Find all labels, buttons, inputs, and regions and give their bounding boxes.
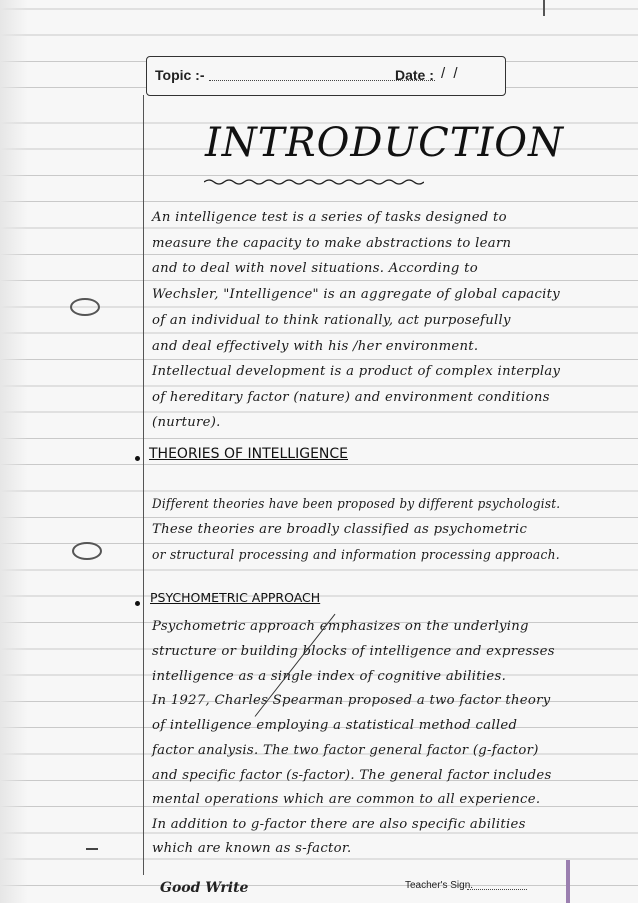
psychometric-line: factor analysis. The two factor general factor (g-factor)	[152, 743, 539, 758]
margin-dash	[86, 848, 98, 850]
corner-mark	[543, 0, 545, 16]
theories-line: or structural processing and information processing approach.	[152, 548, 560, 563]
teacher-sign-line	[467, 889, 527, 890]
binding-edge	[566, 860, 570, 903]
teacher-sign-label: Teacher's Sign.	[405, 880, 474, 891]
intro-line: and to deal with novel situations. According to	[152, 261, 478, 276]
psychometric-line: intelligence as a single index of cognitive abilities.	[152, 669, 507, 684]
theories-line: Different theories have been proposed by different psychologist.	[152, 497, 561, 512]
binder-hole-icon	[72, 542, 102, 560]
bullet-icon	[135, 601, 140, 606]
theories-heading: THEORIES OF INTELLIGENCE	[149, 446, 349, 462]
margin-line	[143, 95, 144, 875]
psychometric-line: and specific factor (s-factor). The general factor includes	[152, 768, 552, 783]
topic-label: Topic :-	[155, 67, 205, 83]
date-value: / /	[441, 65, 460, 82]
intro-line: of hereditary factor (nature) and environment conditions	[152, 390, 550, 405]
intro-line: (nurture).	[152, 415, 221, 430]
intro-line: An intelligence test is a series of tasks designed to	[152, 210, 507, 225]
psychometric-line: mental operations which are common to all experience.	[152, 792, 541, 807]
brand-logo: Good Write	[160, 880, 249, 896]
psychometric-line: In 1927, Charles Spearman proposed a two factor theory	[152, 693, 551, 708]
theories-line: These theories are broadly classified as psychometric	[152, 522, 528, 537]
intro-line: Wechsler, "Intelligence" is an aggregate of global capacity	[152, 287, 561, 302]
intro-line: Intellectual development is a product of complex interplay	[152, 364, 561, 379]
psychometric-line: which are known as s-factor.	[152, 841, 352, 856]
topic-header-box	[146, 56, 506, 96]
binder-hole-icon	[70, 298, 100, 316]
psychometric-line: of intelligence employing a statistical method called	[152, 718, 518, 733]
intro-line: of an individual to think rationally, act purposefully	[152, 313, 511, 328]
bullet-icon	[135, 456, 140, 461]
psychometric-line: Psychometric approach emphasizes on the underlying	[152, 619, 529, 634]
psychometric-heading: PSYCHOMETRIC APPROACH	[150, 590, 321, 605]
page-edge-shadow	[0, 0, 28, 903]
title-squiggle-underline	[204, 178, 424, 186]
intro-line: and deal effectively with his /her environment.	[152, 339, 479, 354]
page-title: INTRODUCTION	[205, 120, 565, 166]
psychometric-line: In addition to g-factor there are also specific abilities	[152, 817, 526, 832]
date-label: Date :	[395, 67, 434, 83]
intro-line: measure the capacity to make abstractions to learn	[152, 236, 512, 251]
psychometric-line: structure or building blocks of intelligence and expresses	[152, 644, 555, 659]
